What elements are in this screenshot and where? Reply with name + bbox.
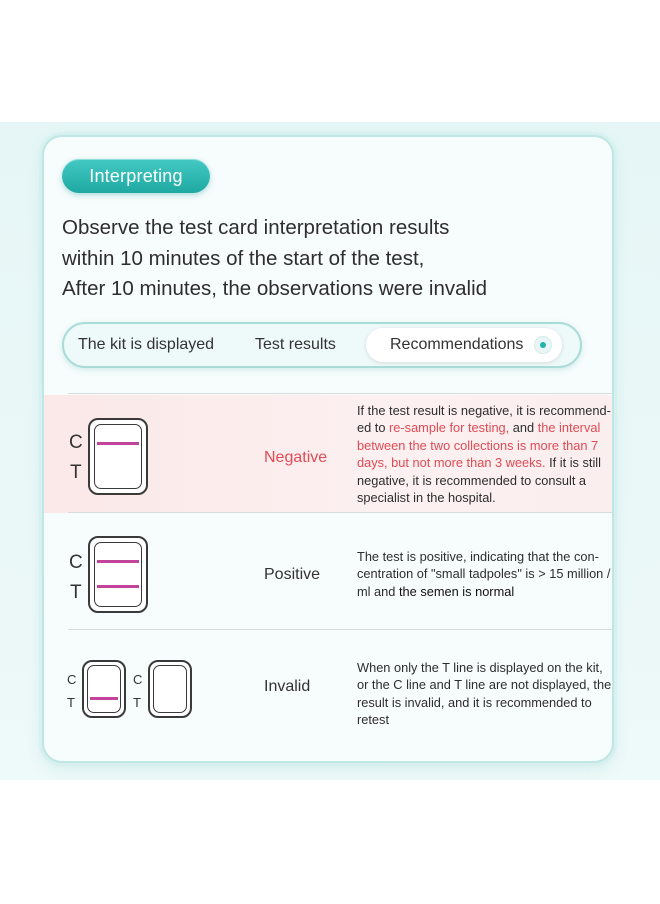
interpretation-card [42,135,614,763]
kit-label-c: C [69,552,83,573]
result-row-positive [44,513,614,629]
intro-line: After 10 minutes, the observations were invalid [62,277,488,300]
result-description-invalid: When only the T line is displayed on the kit, or the C line and T line are not displayed, the result is invalid, and it is recommended to retest [357,660,612,728]
result-row-negative [44,395,614,513]
tab-recommendations-label: Recommendations [390,336,524,353]
test-kit-negative-icon [88,418,148,495]
active-indicator-icon [534,336,552,354]
result-description-positive: The test is positive, indicating that the con-centration of "small tadpoles" is > 15 million / ml and the semen is normal [357,549,611,599]
intro-line: Observe the test card interpretation results [62,216,450,239]
test-kit-positive-icon [88,536,148,613]
kit-label-t: T [70,462,82,483]
tab-kit-displayed[interactable]: The kit is displayed [78,336,215,353]
intro-line: within 10 minutes of the start of the test, [62,246,425,270]
kit-label-c: C [67,672,77,687]
result-description-negative: If the test result is negative, it is recommend- ed to re-sample for testing, and the interval between the two collections is more than 7 days, but not more than 3 weeks. If it is still negative, it is recommended to consult a specialist in the hospital. [357,403,611,506]
result-row-invalid [44,630,614,760]
row-divider [68,393,614,394]
kit-label-t: T [133,695,141,710]
kit-label-c: C [69,432,83,453]
intro-text [62,213,602,305]
result-label-positive: Positive [264,566,321,583]
result-label-invalid: Invalid [264,678,311,695]
tab-test-results[interactable]: Test results [255,336,336,353]
test-kit-invalid-blank-icon [148,660,192,718]
section-title-badge: Interpreting [62,159,210,193]
tab-recommendations[interactable] [366,328,562,362]
test-kit-invalid-t-only-icon [82,660,126,718]
kit-label-t: T [70,582,82,603]
tab-bar [62,322,582,368]
kit-label-t: T [67,695,75,710]
result-label-negative: Negative [264,449,328,466]
kit-label-c: C [133,672,143,687]
